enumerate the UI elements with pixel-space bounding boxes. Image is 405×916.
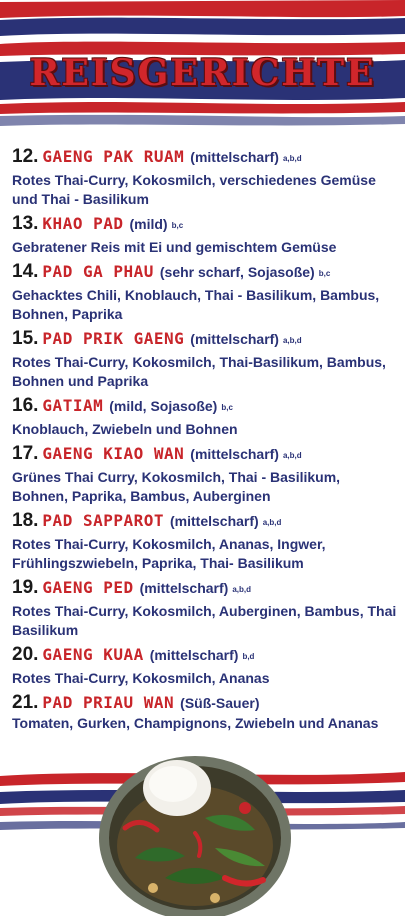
item-spice-note: (Süß-Sauer) — [180, 695, 260, 711]
item-spice-note: (mild) — [129, 216, 168, 232]
item-number: 20. — [12, 644, 39, 665]
item-number: 18. — [12, 510, 39, 531]
item-spice-note: (mittelscharf) — [139, 580, 229, 596]
item-description: Gebratener Reis mit Ei und gemischtem Gemüse — [12, 239, 337, 255]
menu-item — [12, 510, 397, 573]
item-name: GAENG KIAO WAN — [42, 444, 185, 463]
menu-item — [12, 328, 397, 391]
item-allergens: a,b,d — [282, 451, 302, 460]
item-description: Rotes Thai-Curry, Kokosmilch, Ananas — [12, 670, 270, 686]
item-name: KHAO PAD — [42, 214, 124, 233]
item-allergens: b,c — [221, 403, 233, 412]
item-allergens: b,d — [242, 652, 255, 661]
item-allergens: b,c — [318, 269, 331, 278]
item-description: Rotes Thai-Curry, Kokosmilch, Thai-Basilikum, Bambus, Bohnen und Paprika — [12, 354, 386, 389]
item-allergens: a,b,d — [282, 336, 302, 345]
item-description: Gehacktes Chili, Knoblauch, Thai - Basilikum, Bambus, Bohnen, Paprika — [12, 287, 380, 322]
menu-item — [12, 213, 397, 257]
item-name: GAENG PED — [42, 578, 134, 597]
menu-item — [12, 443, 397, 506]
item-spice-note: (mild, Sojasoße) — [109, 398, 218, 414]
item-name: GAENG PAK RUAM — [42, 147, 185, 166]
menu-item — [12, 577, 397, 640]
menu-item — [12, 395, 397, 439]
item-spice-note: (mittelscharf) — [170, 513, 259, 529]
item-number: 21. — [12, 692, 39, 713]
item-name: GAENG KUAA — [42, 645, 144, 664]
item-allergens: a,b,d — [282, 154, 302, 163]
item-number: 19. — [12, 577, 39, 598]
item-name: PAD GA PHAU — [42, 262, 154, 281]
item-description: Rotes Thai-Curry, Kokosmilch, verschiedenes Gemüse und Thai - Basilikum — [12, 172, 376, 207]
item-spice-note: (mittelscharf) — [190, 446, 279, 462]
item-description: Grünes Thai Curry, Kokosmilch, Thai - Basilikum, Bohnen, Paprika, Bambus, Auberginen — [12, 469, 341, 504]
item-spice-note: (mittelscharf) — [190, 331, 279, 347]
item-number: 12. — [12, 146, 39, 167]
item-number: 16. — [12, 395, 39, 416]
item-number: 14. — [12, 261, 39, 282]
item-description: Rotes Thai-Curry, Kokosmilch, Ananas, Ingwer, Frühlingszwiebeln, Paprika, Thai- Basilikum — [12, 536, 326, 571]
item-name: PAD PRIAU WAN — [42, 693, 175, 712]
menu-item — [12, 644, 397, 688]
menu-item — [12, 146, 397, 209]
item-allergens: a,b,d — [262, 518, 282, 527]
item-description: Rotes Thai-Curry, Kokosmilch, Auberginen, Bambus, Thai Basilikum — [12, 603, 397, 638]
item-name: PAD PRIK GAENG — [42, 329, 185, 348]
item-number: 15. — [12, 328, 39, 349]
item-spice-note: (sehr scharf, Sojasoße) — [159, 264, 315, 280]
menu-list — [12, 146, 397, 737]
item-allergens: a,b,d — [232, 585, 251, 594]
item-allergens: b,c — [171, 221, 184, 230]
item-description: Tomaten, Gurken, Champignons, Zwiebeln und Ananas — [12, 715, 379, 731]
item-spice-note: (mittelscharf) — [190, 149, 279, 165]
item-description: Knoblauch, Zwiebeln und Bohnen — [12, 421, 238, 437]
item-number: 17. — [12, 443, 39, 464]
item-name: GATIAM — [42, 396, 104, 415]
item-spice-note: (mittelscharf) — [149, 647, 239, 663]
item-number: 13. — [12, 213, 39, 234]
page-title: REISGERICHTE — [29, 52, 376, 94]
menu-item — [12, 261, 397, 324]
curry-bowl-image — [95, 738, 295, 916]
menu-item — [12, 692, 397, 733]
item-name: PAD SAPPAROT — [42, 511, 165, 530]
